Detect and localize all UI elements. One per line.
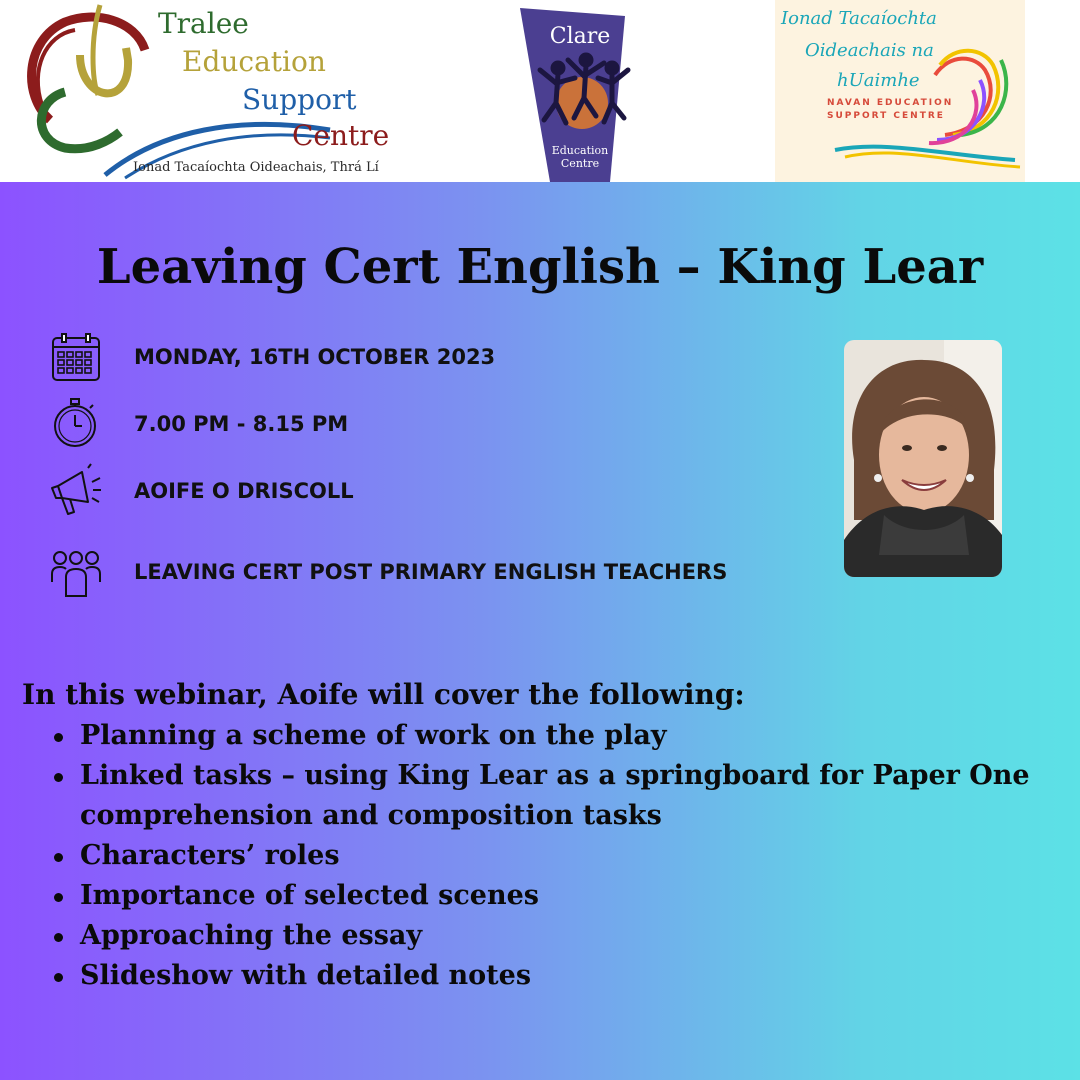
bullet-icon <box>54 893 63 902</box>
navan-line-2: Oideachais na <box>805 40 934 61</box>
tralee-line-3: Support <box>242 83 357 116</box>
speaker-photo <box>844 340 1002 577</box>
calendar-icon <box>48 330 104 386</box>
list-item <box>52 836 1062 876</box>
topic-text: Importance of selected scenes <box>80 880 539 911</box>
bullet-icon <box>54 853 63 862</box>
tralee-line-4: Centre <box>292 119 390 152</box>
topic-text: Slideshow with detailed notes <box>80 960 532 991</box>
list-item <box>52 956 1062 996</box>
page-title: Leaving Cert English – King Lear <box>96 239 984 295</box>
clare-education-centre-logo <box>520 8 640 182</box>
navan-rainbow-swirl <box>825 45 1025 175</box>
topic-text: Linked tasks – using King Lear as a springboard for Paper One comprehension and composition tasks <box>80 760 1030 831</box>
header-banner <box>0 0 1080 182</box>
webinar-details-panel <box>0 182 1080 1080</box>
bullet-icon <box>54 773 63 782</box>
list-item <box>52 716 1062 756</box>
topic-list <box>52 716 1062 996</box>
topic-text: Characters’ roles <box>80 840 340 871</box>
speaker-name: AOIFE O DRISCOLL <box>134 479 354 503</box>
webinar-intro: In this webinar, Aoife will cover the following: <box>22 678 745 711</box>
navan-line-3: hUaimhe <box>837 70 920 91</box>
bullet-icon <box>54 733 63 742</box>
navan-line-4: NAVAN EDUCATION <box>827 98 954 108</box>
webinar-time: 7.00 PM - 8.15 PM <box>134 412 349 436</box>
navan-line-1: Ionad Tacaíochta <box>781 8 937 29</box>
tralee-line-1: Tralee <box>158 7 249 40</box>
tralee-line-2: Education <box>182 45 326 78</box>
list-item <box>52 876 1062 916</box>
clare-logo-sub-1: Education <box>551 144 609 157</box>
tralee-subtitle: Ionad Tacaíochta Oideachais, Thrá Lí <box>133 160 379 175</box>
target-audience: LEAVING CERT POST PRIMARY ENGLISH TEACHERS <box>134 560 728 584</box>
list-item <box>52 756 1062 836</box>
list-item <box>52 916 1062 956</box>
megaphone-icon <box>48 462 104 518</box>
bullet-icon <box>54 933 63 942</box>
tralee-education-support-centre-logo <box>20 0 420 182</box>
webinar-date: MONDAY, 16TH OCTOBER 2023 <box>134 345 496 369</box>
clare-logo-sub-2: Centre <box>560 157 600 170</box>
navan-education-support-centre-logo <box>775 0 1025 182</box>
topic-text: Approaching the essay <box>80 920 423 951</box>
topic-text: Planning a scheme of work on the play <box>80 720 667 751</box>
bullet-icon <box>54 973 63 982</box>
clare-logo-subtitle <box>550 144 610 170</box>
stopwatch-icon <box>48 394 104 450</box>
clare-logo-name: Clare <box>549 24 611 49</box>
navan-line-5: SUPPORT CENTRE <box>827 111 945 121</box>
people-group-icon <box>48 546 104 602</box>
